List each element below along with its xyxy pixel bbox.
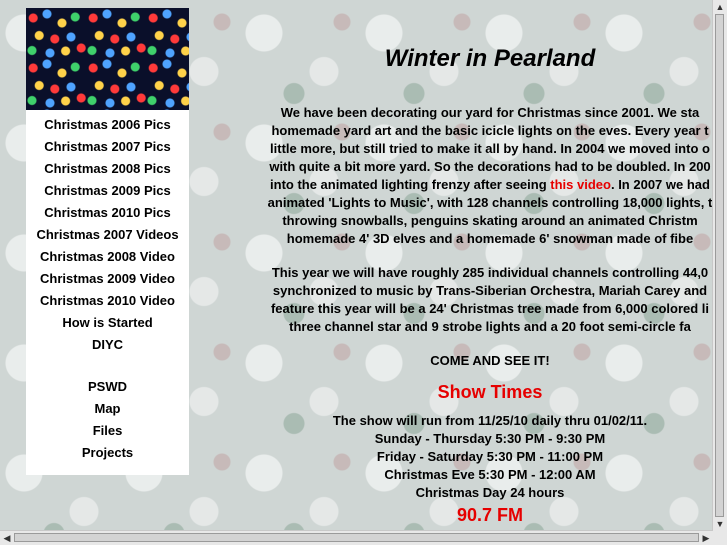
come-and-see-heading: COME AND SEE IT! — [430, 353, 550, 368]
arrow-left-icon[interactable]: ◀ — [3, 533, 11, 543]
horizontal-scroll-thumb[interactable] — [14, 533, 699, 542]
this-year-line: feature this year will be a 24' Christmas tree made from 6,000 colored li — [270, 301, 710, 316]
video-link[interactable]: this video — [550, 177, 611, 192]
intro-line: throwing snowballs, penguins skating around an animated Christm — [282, 213, 698, 228]
nav-link-2008-video[interactable]: Christmas 2008 Video — [40, 249, 175, 264]
nav-link-how-started[interactable]: How is Started — [62, 315, 153, 330]
this-year-paragraph — [255, 264, 713, 336]
page-title: Winter in Pearland — [384, 45, 596, 72]
schedule-line: Sunday - Thursday 5:30 PM - 9:30 PM — [374, 431, 606, 446]
this-year-line: three channel star and 9 strobe lights and a 20 foot semi-circle fa — [289, 319, 691, 334]
intro-line — [255, 176, 713, 194]
intro-line: animated 'Lights to Music', with 128 channels controlling 18,000 lights, t — [267, 195, 713, 210]
schedule-line: Christmas Eve 5:30 PM - 12:00 AM — [384, 467, 596, 482]
nav-link-map[interactable]: Map — [94, 401, 121, 416]
nav-link-2009-pics[interactable]: Christmas 2009 Pics — [44, 183, 171, 198]
nav-link-2010-pics[interactable]: Christmas 2010 Pics — [44, 205, 171, 220]
intro-text: into the animated lighting frenzy after seeing — [270, 177, 551, 192]
show-times-heading: Show Times — [437, 382, 543, 402]
nav-link-2008-pics[interactable]: Christmas 2008 Pics — [44, 161, 171, 176]
arrow-up-icon[interactable]: ▲ — [715, 2, 725, 12]
intro-text: . In 2007 we had — [610, 177, 710, 192]
vertical-scroll-thumb[interactable] — [715, 14, 724, 517]
intro-paragraph — [255, 104, 713, 248]
schedule-line: Friday - Saturday 5:30 PM - 11:00 PM — [376, 449, 604, 464]
nav-spacer — [26, 356, 189, 376]
nav-link-diyc[interactable]: DIYC — [91, 337, 124, 352]
scrollbar-corner — [713, 531, 727, 545]
schedule-list — [255, 412, 713, 502]
sidebar-nav — [26, 110, 189, 464]
nav-link-2007-videos[interactable]: Christmas 2007 Videos — [36, 227, 179, 242]
nav-link-projects[interactable]: Projects — [81, 445, 134, 460]
christmas-lights-banner — [26, 8, 189, 110]
schedule-line: The show will run from 11/25/10 daily thru 01/02/11. — [332, 413, 648, 428]
horizontal-scrollbar[interactable] — [0, 530, 713, 545]
main-content — [255, 0, 713, 524]
vertical-scrollbar[interactable] — [712, 0, 727, 531]
this-year-line: This year we will have roughly 285 individual channels controlling 44,0 — [271, 265, 709, 280]
nav-link-files[interactable]: Files — [92, 423, 123, 438]
radio-frequency: 90.7 FM — [456, 505, 524, 525]
intro-line: homemade 4' 3D elves and a homemade 6' snowman made of fibe — [286, 231, 694, 246]
sidebar — [26, 8, 189, 475]
intro-line: We have been decorating our yard for Christmas since 2001. We sta — [280, 105, 700, 120]
nav-link-pswd[interactable]: PSWD — [88, 379, 127, 394]
intro-line: homemade yard art and the basic icicle lights on the eves. Every year t — [271, 123, 709, 138]
nav-link-2007-pics[interactable]: Christmas 2007 Pics — [44, 139, 171, 154]
schedule-line: Christmas Day 24 hours — [415, 485, 565, 500]
nav-link-2010-video[interactable]: Christmas 2010 Video — [40, 293, 175, 308]
nav-link-2009-video[interactable]: Christmas 2009 Video — [40, 271, 175, 286]
intro-line: little more, but still tried to make it all by hand. In 2004 we moved into o — [270, 141, 710, 156]
intro-line: with quite a bit more yard. So the decorations had to be doubled. In 200 — [269, 159, 711, 174]
nav-link-2006-pics[interactable]: Christmas 2006 Pics — [44, 117, 171, 132]
arrow-down-icon[interactable]: ▼ — [715, 519, 725, 529]
arrow-right-icon[interactable]: ▶ — [702, 533, 710, 543]
this-year-line: synchronized to music by Trans-Siberian Orchestra, Mariah Carey and — [272, 283, 708, 298]
